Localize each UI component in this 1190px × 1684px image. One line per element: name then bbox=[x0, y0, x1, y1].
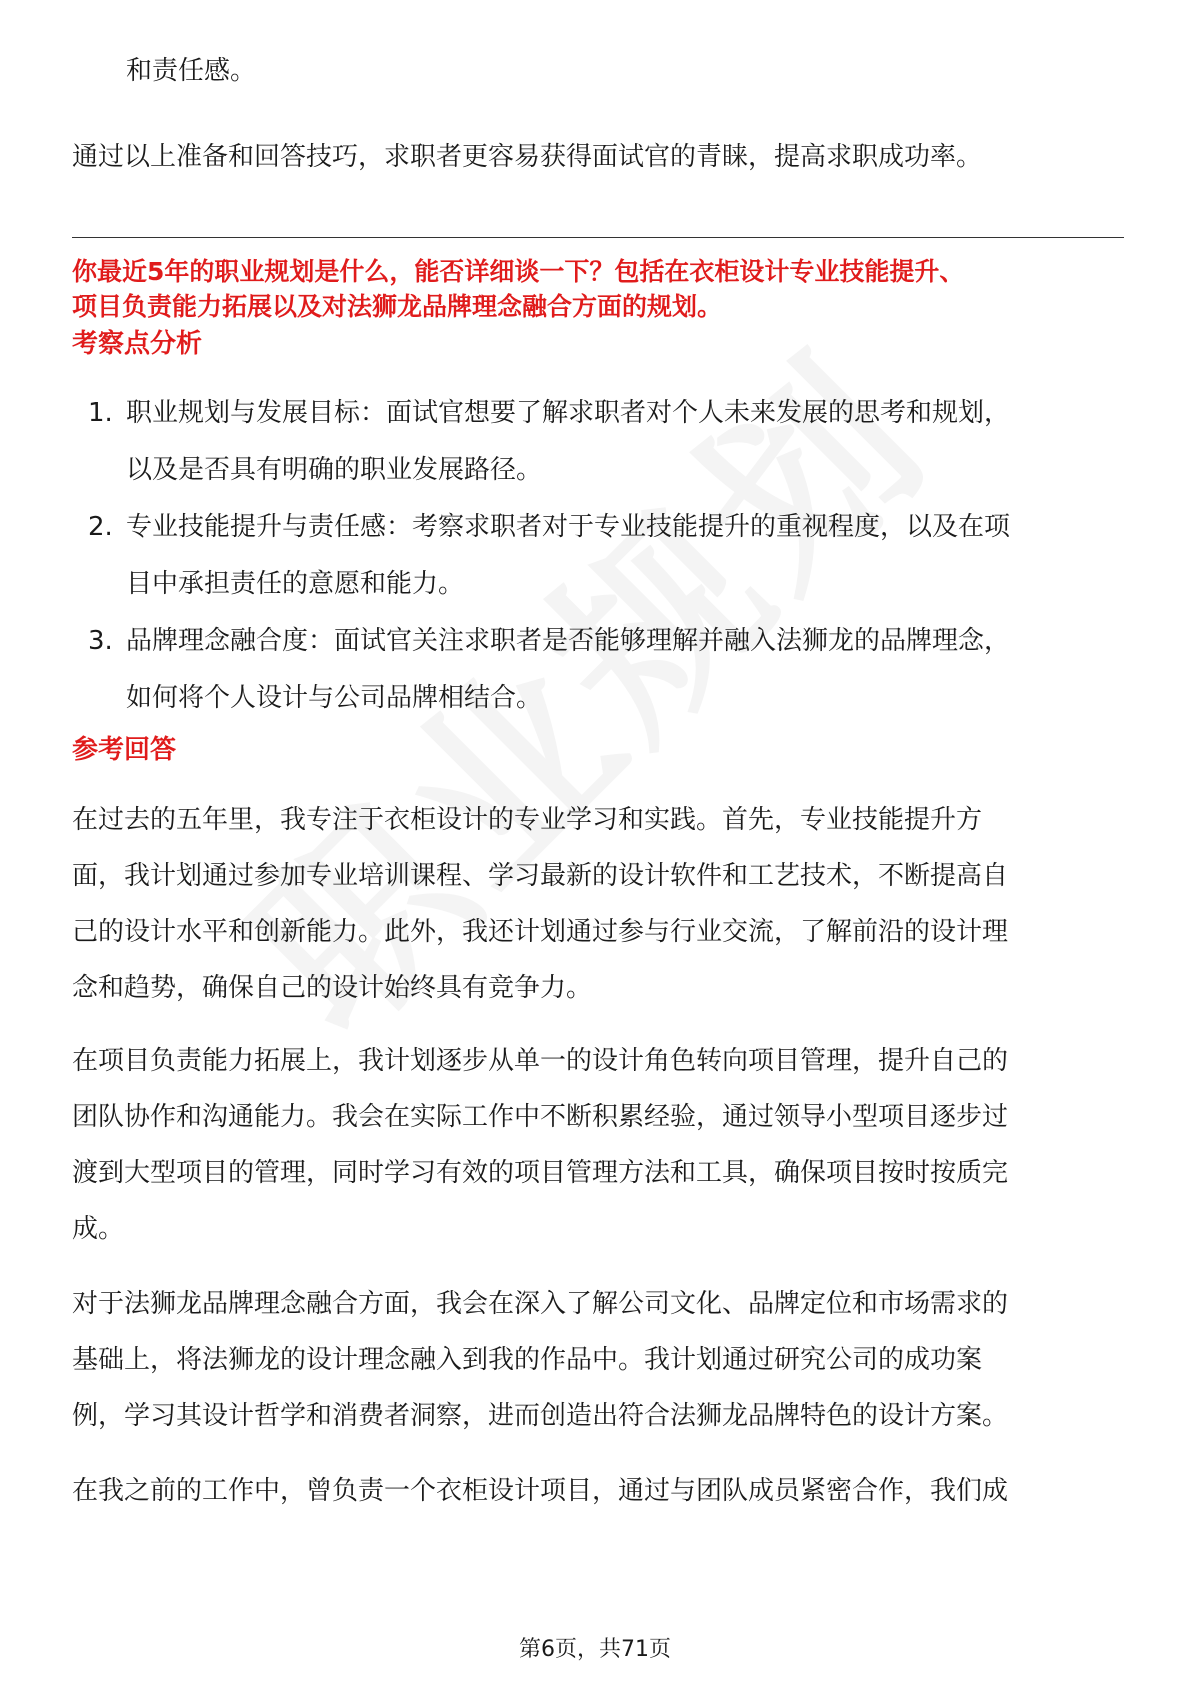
answer-paragraph bbox=[72, 1033, 1132, 1257]
paragraph-line: 渡到大型项目的管理，同时学习有效的项目管理方法和工具，确保项目按时按质完 bbox=[72, 1158, 1009, 1188]
list-item-line: 职业规划与发展目标：面试官想要了解求职者对个人未来发展的思考和规划， bbox=[126, 398, 1011, 428]
question-line: 你最近5年的职业规划是什么，能否详细谈一下？包括在衣柜设计专业技能提升、 bbox=[72, 257, 965, 286]
question-heading bbox=[72, 254, 1132, 324]
analysis-list bbox=[72, 385, 1132, 727]
page-footer: 第6页，共71页 bbox=[519, 1637, 671, 1662]
paragraph-line: 在过去的五年里，我专注于衣柜设计的专业学习和实践。首先，专业技能提升方 bbox=[72, 805, 983, 835]
list-item bbox=[72, 613, 1132, 727]
continuation-text: 和责任感。 bbox=[126, 56, 257, 86]
answer-paragraph bbox=[72, 1463, 1132, 1519]
list-item bbox=[72, 499, 1132, 613]
paragraph-line: 在我之前的工作中，曾负责一个衣柜设计项目，通过与团队成员紧密合作，我们成 bbox=[72, 1476, 1009, 1506]
summary-paragraph: 通过以上准备和回答技巧，求职者更容易获得面试官的青睐，提高求职成功率。 bbox=[72, 142, 983, 172]
paragraph-line: 在项目负责能力拓展上，我计划逐步从单一的设计角色转向项目管理，提升自己的 bbox=[72, 1046, 1009, 1076]
answer-paragraph bbox=[72, 1276, 1132, 1444]
paragraph-line: 基础上，将法狮龙的设计理念融入到我的作品中。我计划通过研究公司的成功案 bbox=[72, 1345, 983, 1375]
paragraph-line: 己的设计水平和创新能力。此外，我还计划通过参与行业交流，了解前沿的设计理 bbox=[72, 917, 1009, 947]
paragraph-line: 面，我计划通过参加专业培训课程、学习最新的设计软件和工艺技术，不断提高自 bbox=[72, 861, 1009, 891]
list-item bbox=[72, 385, 1132, 499]
list-item-line: 品牌理念融合度：面试官关注求职者是否能够理解并融入法狮龙的品牌理念， bbox=[126, 626, 1011, 656]
analysis-title: 考察点分析 bbox=[72, 329, 203, 359]
paragraph-line: 对于法狮龙品牌理念融合方面，我会在深入了解公司文化、品牌定位和市场需求的 bbox=[72, 1289, 1009, 1319]
paragraph-line: 成。 bbox=[72, 1214, 125, 1244]
section-divider bbox=[72, 237, 1124, 238]
paragraph-line: 例，学习其设计哲学和消费者洞察，进而创造出符合法狮龙品牌特色的设计方案。 bbox=[72, 1401, 1009, 1431]
list-number: 3. bbox=[88, 626, 113, 656]
list-item-line: 专业技能提升与责任感：考察求职者对于专业技能提升的重视程度，以及在项 bbox=[126, 512, 1011, 542]
paragraph-line: 念和趋势，确保自己的设计始终具有竞争力。 bbox=[72, 973, 593, 1003]
paragraph-line: 团队协作和沟通能力。我会在实际工作中不断积累经验，通过领导小型项目逐步过 bbox=[72, 1102, 1009, 1132]
list-item-line: 如何将个人设计与公司品牌相结合。 bbox=[126, 683, 543, 713]
list-number: 1. bbox=[88, 398, 113, 428]
list-item-line: 以及是否具有明确的职业发展路径。 bbox=[126, 455, 543, 485]
list-item-line: 目中承担责任的意愿和能力。 bbox=[126, 569, 465, 599]
answer-title: 参考回答 bbox=[72, 735, 177, 765]
question-line: 项目负责能力拓展以及对法狮龙品牌理念融合方面的规划。 bbox=[72, 292, 723, 321]
list-number: 2. bbox=[88, 512, 113, 542]
answer-paragraph bbox=[72, 792, 1132, 1016]
